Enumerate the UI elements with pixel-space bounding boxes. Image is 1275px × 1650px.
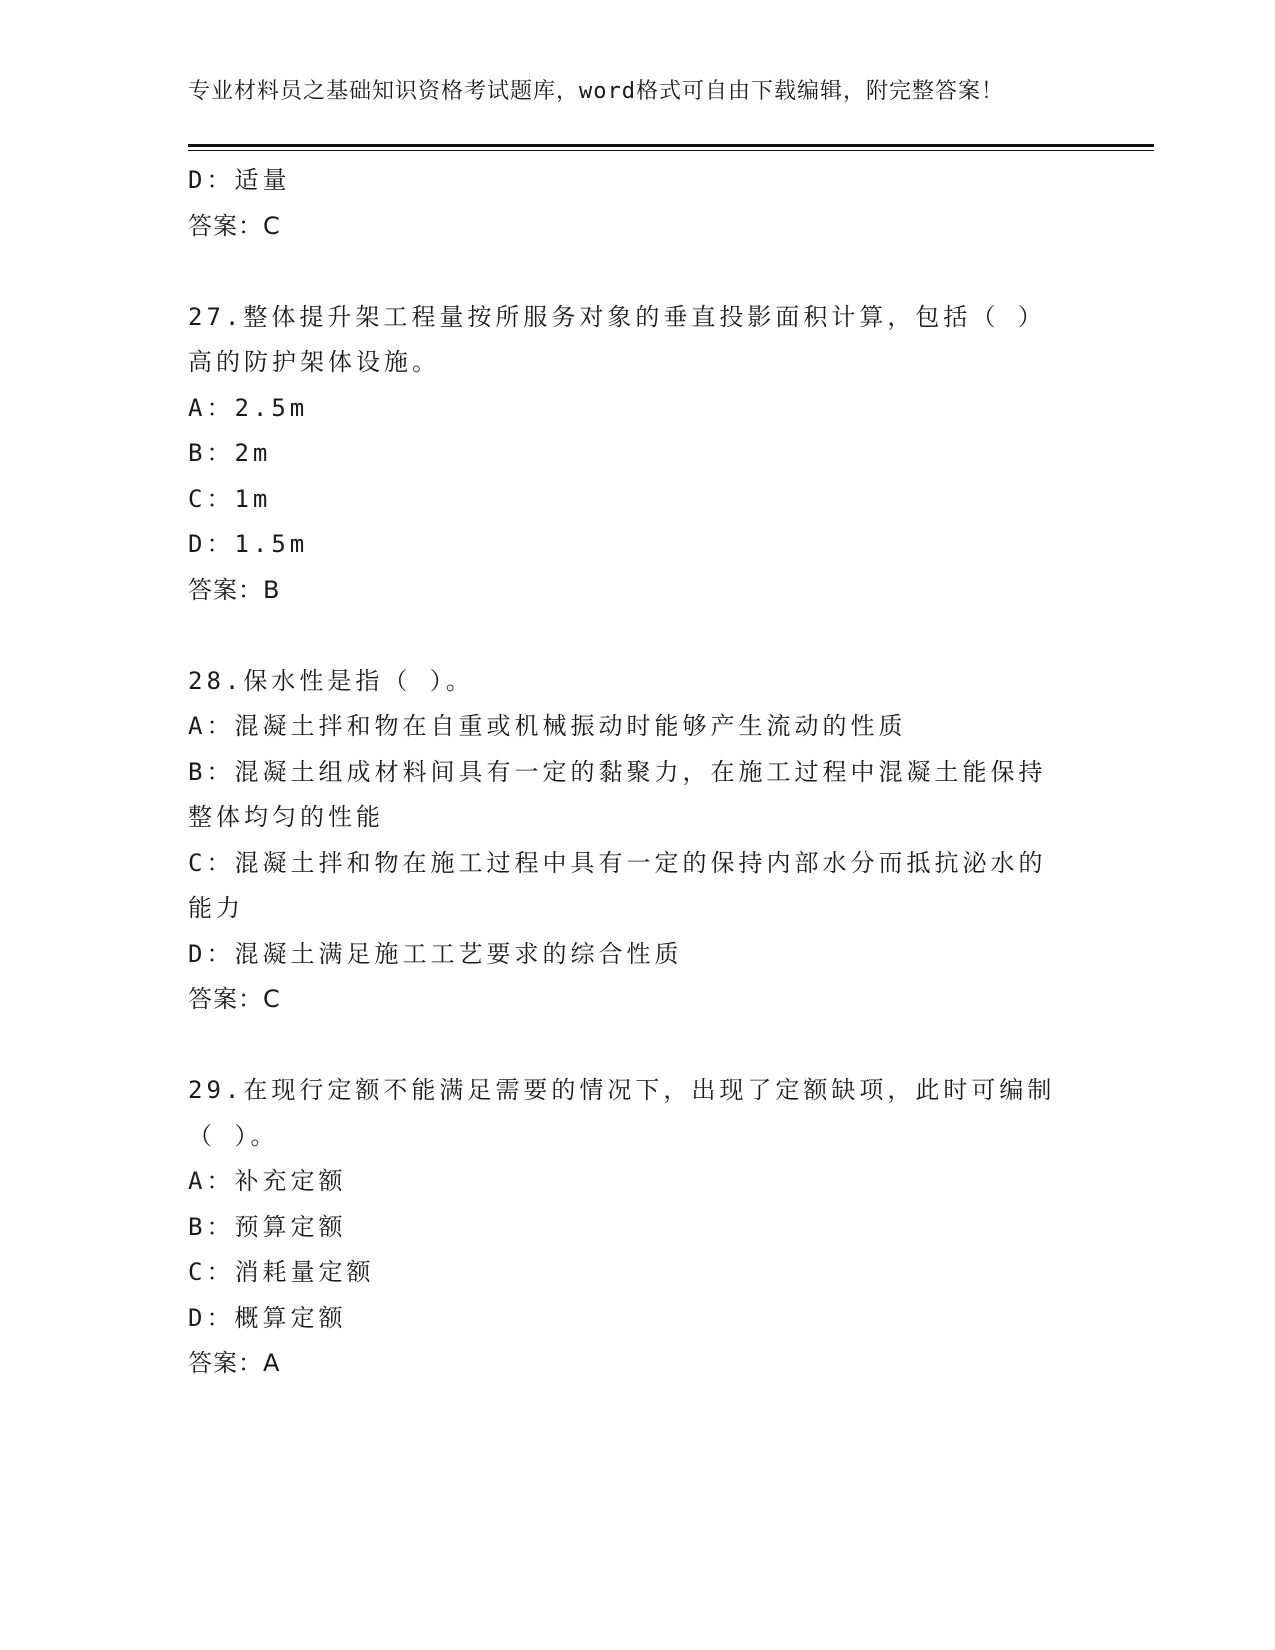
option-c: C：消耗量定额: [188, 1258, 375, 1286]
question-29: [188, 1068, 1088, 1387]
header-rule-thin: [188, 150, 1154, 151]
question-stem-line: 29.在现行定额不能满足需要的情况下，出现了定额缺项，此时可编制: [188, 1076, 1056, 1104]
header-rule-thick: [188, 144, 1154, 147]
answer: 答案：B: [188, 575, 281, 604]
option-a: A：混凝土拌和物在自重或机械振动时能够产生流动的性质: [188, 712, 907, 740]
answer: 答案：A: [188, 1349, 281, 1377]
question-27: [188, 295, 1088, 614]
question-stem-line: 27.整体提升架工程量按所服务对象的垂直投影面积计算，包括（ ）: [188, 302, 1046, 331]
option-b: B：2m: [188, 439, 272, 467]
option-c-continued: 能力: [188, 894, 244, 922]
prev-option-d: D：适量: [188, 166, 291, 194]
answer: 答案：C: [188, 985, 281, 1013]
option-b: B：混凝土组成材料间具有一定的黏聚力，在施工过程中混凝土能保持: [188, 757, 1047, 786]
question-stem-line: （ ）。: [188, 1121, 279, 1150]
spacer: [188, 249, 1088, 295]
option-d: D：概算定额: [188, 1303, 347, 1332]
question-stem-line: 高的防护架体设施。: [188, 348, 440, 376]
question-stem-line: 28.保水性是指（ ）。: [188, 666, 474, 695]
option-c: C：混凝土拌和物在施工过程中具有一定的保持内部水分而抵抗泌水的: [188, 848, 1047, 877]
option-b-continued: 整体均匀的性能: [188, 803, 384, 831]
prev-answer: 答案：C: [188, 211, 281, 240]
option-b: B：预算定额: [188, 1212, 347, 1241]
option-d: D：1.5m: [188, 530, 309, 558]
option-d: D：混凝土满足施工工艺要求的综合性质: [188, 939, 683, 968]
option-a: A：补充定额: [188, 1167, 347, 1195]
spacer: [188, 613, 1088, 659]
option-a: A：2.5m: [188, 393, 309, 422]
question-content: [188, 158, 1088, 1387]
spacer: [188, 1023, 1088, 1069]
option-c: C：1m: [188, 484, 272, 513]
question-28: [188, 659, 1088, 1023]
page-header: 专业材料员之基础知识资格考试题库，word格式可自由下载编辑，附完整答案！: [188, 79, 1004, 104]
